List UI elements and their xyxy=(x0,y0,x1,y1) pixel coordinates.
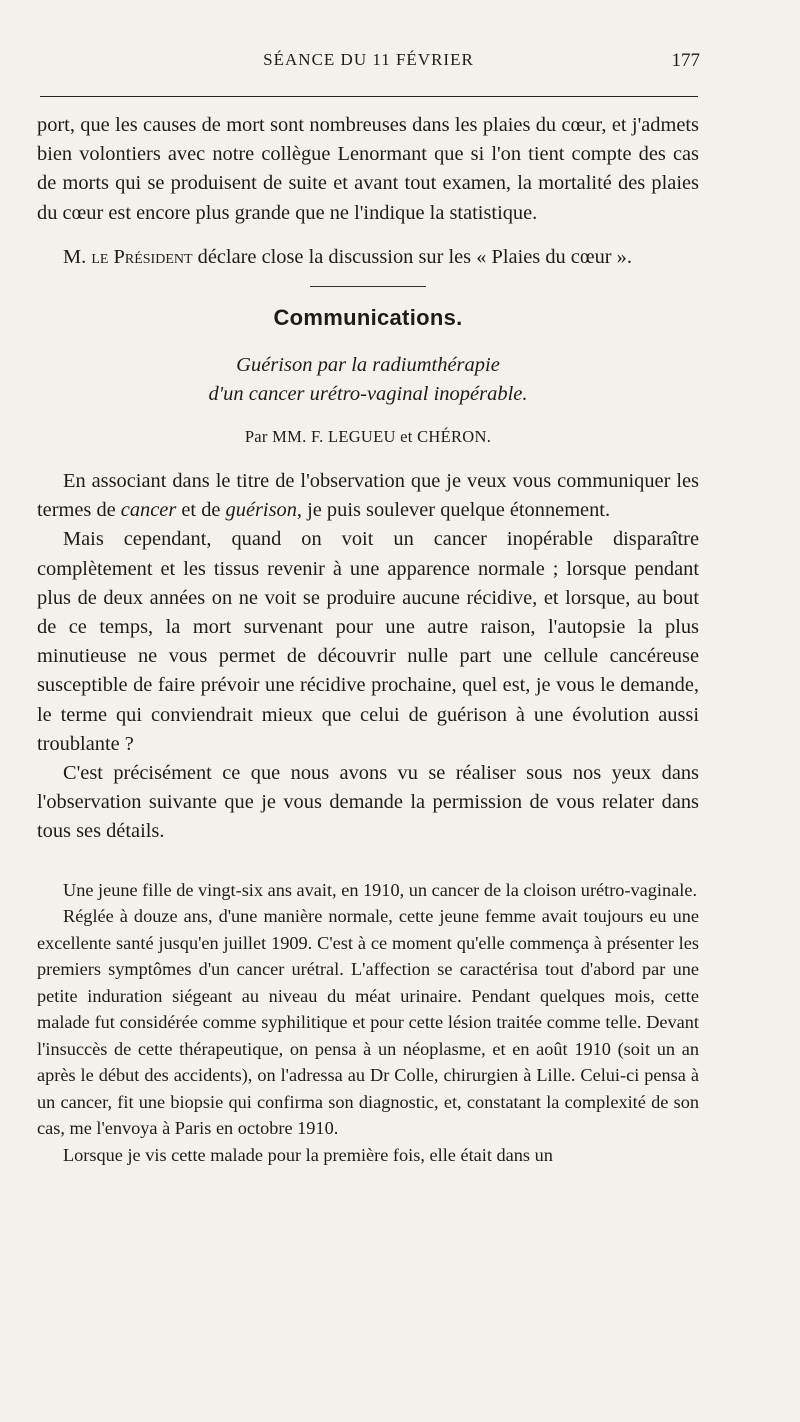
page-number: 177 xyxy=(671,50,700,71)
page-body xyxy=(37,111,699,1168)
header-rule xyxy=(40,96,698,97)
intro-paragraph-3: C'est précisément ce que nous avons vu se réaliser sous nos yeux dans l'observation suivante que je vous demande la permission de vous relater dans tous ses détails. xyxy=(37,762,699,843)
main-text xyxy=(37,111,699,847)
intro-p1-italic-cancer: cancer xyxy=(120,499,177,522)
president-label: M. le Président xyxy=(63,245,193,268)
section-title: Communications. xyxy=(273,305,463,331)
article-authors: Par MM. F. LEGUEU et CHÉRON. xyxy=(244,427,492,447)
intro-p1-italic-guerison: guérison xyxy=(225,499,297,522)
running-title: SÉANCE DU 11 FÉVRIER xyxy=(263,50,474,69)
intro-p1-text-c: , je puis soulever quelque étonnement. xyxy=(296,499,611,522)
intro-paragraph-1 xyxy=(37,467,699,525)
president-paragraph xyxy=(37,243,699,272)
page-header xyxy=(37,50,700,80)
article-title xyxy=(37,351,699,409)
intro-p1-text-b: et de xyxy=(176,499,226,522)
paragraph-continued: port, que les causes de mort sont nombreuses dans les plaies du cœur, et j'admets bien volontiers avec notre collègue Lenormant que si l'on tient compte des cas de morts qui se produisent de suite et avant tout examen, la mortalité des plaies du cœur est encore plus grande que ne l'indique la statistique. xyxy=(37,114,699,224)
president-text: déclare close la discussion sur les « Plaies du cœur ». xyxy=(192,245,632,268)
article-title-line-1: Guérison par la radiumthérapie xyxy=(236,354,500,377)
intro-p1-text-a: En associant dans le titre de l'observation que je veux vous communiquer les termes de xyxy=(37,470,699,522)
intro-paragraph-2: Mais cependant, quand on voit un cancer inopérable disparaître complètement et les tissus revenir à une apparence normale ; lorsque pendant plus de deux années on ne voit se produire aucune récidive, et lorsque, au bout de ce temps, la mort survenant pour une autre raison, l'autopsie la plus minutieuse ne vous permet de découvrir nulle part une cellule cancéreuse susceptible de faire prévoir une récidive prochaine, quel est, je vous le demande, le terme qui conviendrait mieux que celui de guérison à une évolution aussi troublante ? xyxy=(37,528,699,755)
case-report xyxy=(37,877,699,1169)
section-divider xyxy=(310,286,426,287)
case-paragraph-2: Réglée à douze ans, d'une manière normale, cette jeune femme avait toujours eu une excellente santé jusqu'en juillet 1909. C'est à ce moment qu'elle commença à présenter les premiers symptômes d'un cancer urétral. L'affection se caractérisa tout d'abord par une petite induration siégeant au niveau du méat urinaire. Pendant quelques mois, cette malade fut considérée comme syphilitique et pour cette lésion traitée comme telle. Devant l'insuccès de cette thérapeutique, on pensa à un néoplasme, et en août 1910 (soit un an après le début des accidents), on l'adressa au Dr Colle, chirurgien à Lille. Celui-ci pensa à un cancer, fit une biopsie qui confirma son diagnostic, et, constatant la complexité de son cas, me l'envoya à Paris en octobre 1910. xyxy=(37,906,699,1139)
case-paragraph-1: Une jeune fille de vingt-six ans avait, en 1910, un cancer de la cloison urétro-vaginale. xyxy=(63,879,698,900)
case-paragraph-3: Lorsque je vis cette malade pour la première fois, elle était dans un xyxy=(63,1144,553,1165)
article-title-line-2: d'un cancer urétro-vaginal inopérable. xyxy=(208,383,528,406)
